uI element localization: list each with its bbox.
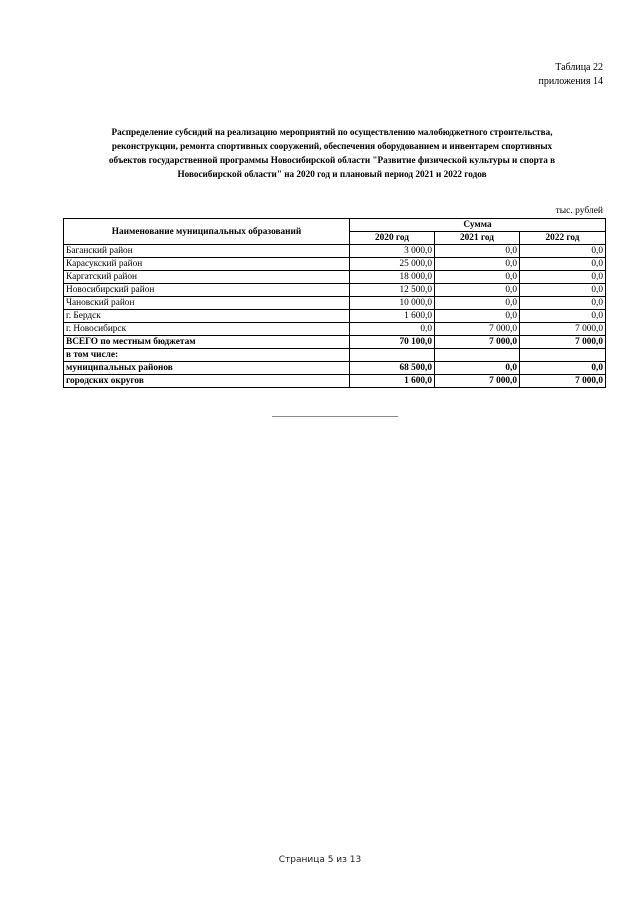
table-number: Таблица 22 [555, 62, 603, 73]
amount-2020: 25 000,0 [350, 258, 435, 271]
municipality-name: Чановский район [64, 297, 350, 310]
total-2022: 7 000,0 [520, 336, 606, 349]
municipal-districts-label: муниципальных районов [64, 362, 350, 375]
total-row [64, 336, 606, 349]
amount-2020: 0,0 [350, 323, 435, 336]
table-row [64, 310, 606, 323]
municipality-name: г. Новосибирск [64, 323, 350, 336]
municipal-2020: 68 500,0 [350, 362, 435, 375]
total-label: ВСЕГО по местным бюджетам [64, 336, 350, 349]
amount-2021: 0,0 [435, 310, 520, 323]
sum-column-header: Сумма [350, 219, 606, 232]
amount-2021: 7 000,0 [435, 323, 520, 336]
empty-cell [435, 349, 520, 362]
table-row [64, 297, 606, 310]
empty-cell [350, 349, 435, 362]
amount-2022: 0,0 [520, 271, 606, 284]
amount-2022: 0,0 [520, 258, 606, 271]
appendix-number: приложения 14 [538, 76, 603, 87]
municipality-name: Карасукский район [64, 258, 350, 271]
year-header-2022: 2022 год [520, 232, 606, 245]
table-header-row [64, 219, 606, 232]
including-label: в том числе: [64, 349, 350, 362]
amount-2022: 0,0 [520, 297, 606, 310]
amount-2021: 0,0 [435, 245, 520, 258]
amount-2021: 0,0 [435, 284, 520, 297]
table-row [64, 271, 606, 284]
amount-2021: 0,0 [435, 258, 520, 271]
amount-2020: 3 000,0 [350, 245, 435, 258]
amount-2021: 0,0 [435, 271, 520, 284]
urban-2022: 7 000,0 [520, 375, 606, 388]
urban-2021: 7 000,0 [435, 375, 520, 388]
subsidy-table [63, 218, 606, 388]
table-row [64, 258, 606, 271]
municipality-name: Баганский район [64, 245, 350, 258]
urban-2020: 1 600,0 [350, 375, 435, 388]
table-row [64, 245, 606, 258]
amount-2020: 12 500,0 [350, 284, 435, 297]
urban-districts-label: городских округов [64, 375, 350, 388]
total-2020: 70 100,0 [350, 336, 435, 349]
municipality-name: Каргатский район [64, 271, 350, 284]
amount-2021: 0,0 [435, 297, 520, 310]
title-line: Новосибирской области" на 2020 год и плановый период 2021 и 2022 годов [177, 169, 487, 179]
municipality-name: Новосибирский район [64, 284, 350, 297]
year-header-2020: 2020 год [350, 232, 435, 245]
amount-2020: 18 000,0 [350, 271, 435, 284]
urban-districts-row [64, 375, 606, 388]
amount-2022: 0,0 [520, 245, 606, 258]
title-line: объектов государственной программы Новосибирской области "Развитие физической культуры и спорта в [108, 155, 556, 165]
title-line: Распределение субсидий на реализацию мероприятий по осуществлению малобюджетного строительства, [111, 127, 553, 137]
table-row [64, 323, 606, 336]
municipality-name: г. Бердск [64, 310, 350, 323]
amount-2022: 0,0 [520, 284, 606, 297]
table-row [64, 284, 606, 297]
page-number: Страница 5 из 13 [278, 855, 362, 865]
year-header-2021: 2021 год [435, 232, 520, 245]
amount-2020: 10 000,0 [350, 297, 435, 310]
table-reference [539, 61, 603, 89]
units-label: тыс. рублей [555, 206, 603, 216]
total-2021: 7 000,0 [435, 336, 520, 349]
municipal-2022: 0,0 [520, 362, 606, 375]
amount-2022: 7 000,0 [520, 323, 606, 336]
including-row [64, 349, 606, 362]
document-title [70, 125, 594, 181]
municipal-districts-row [64, 362, 606, 375]
title-line: реконструкции, ремонта спортивных сооружений, обеспечения оборудованием и инвентарем спортивных [111, 141, 553, 151]
empty-cell [520, 349, 606, 362]
municipality-column-header: Наименование муниципальных образований [64, 219, 350, 245]
section-divider [272, 416, 398, 417]
amount-2022: 0,0 [520, 310, 606, 323]
municipal-2021: 0,0 [435, 362, 520, 375]
amount-2020: 1 600,0 [350, 310, 435, 323]
